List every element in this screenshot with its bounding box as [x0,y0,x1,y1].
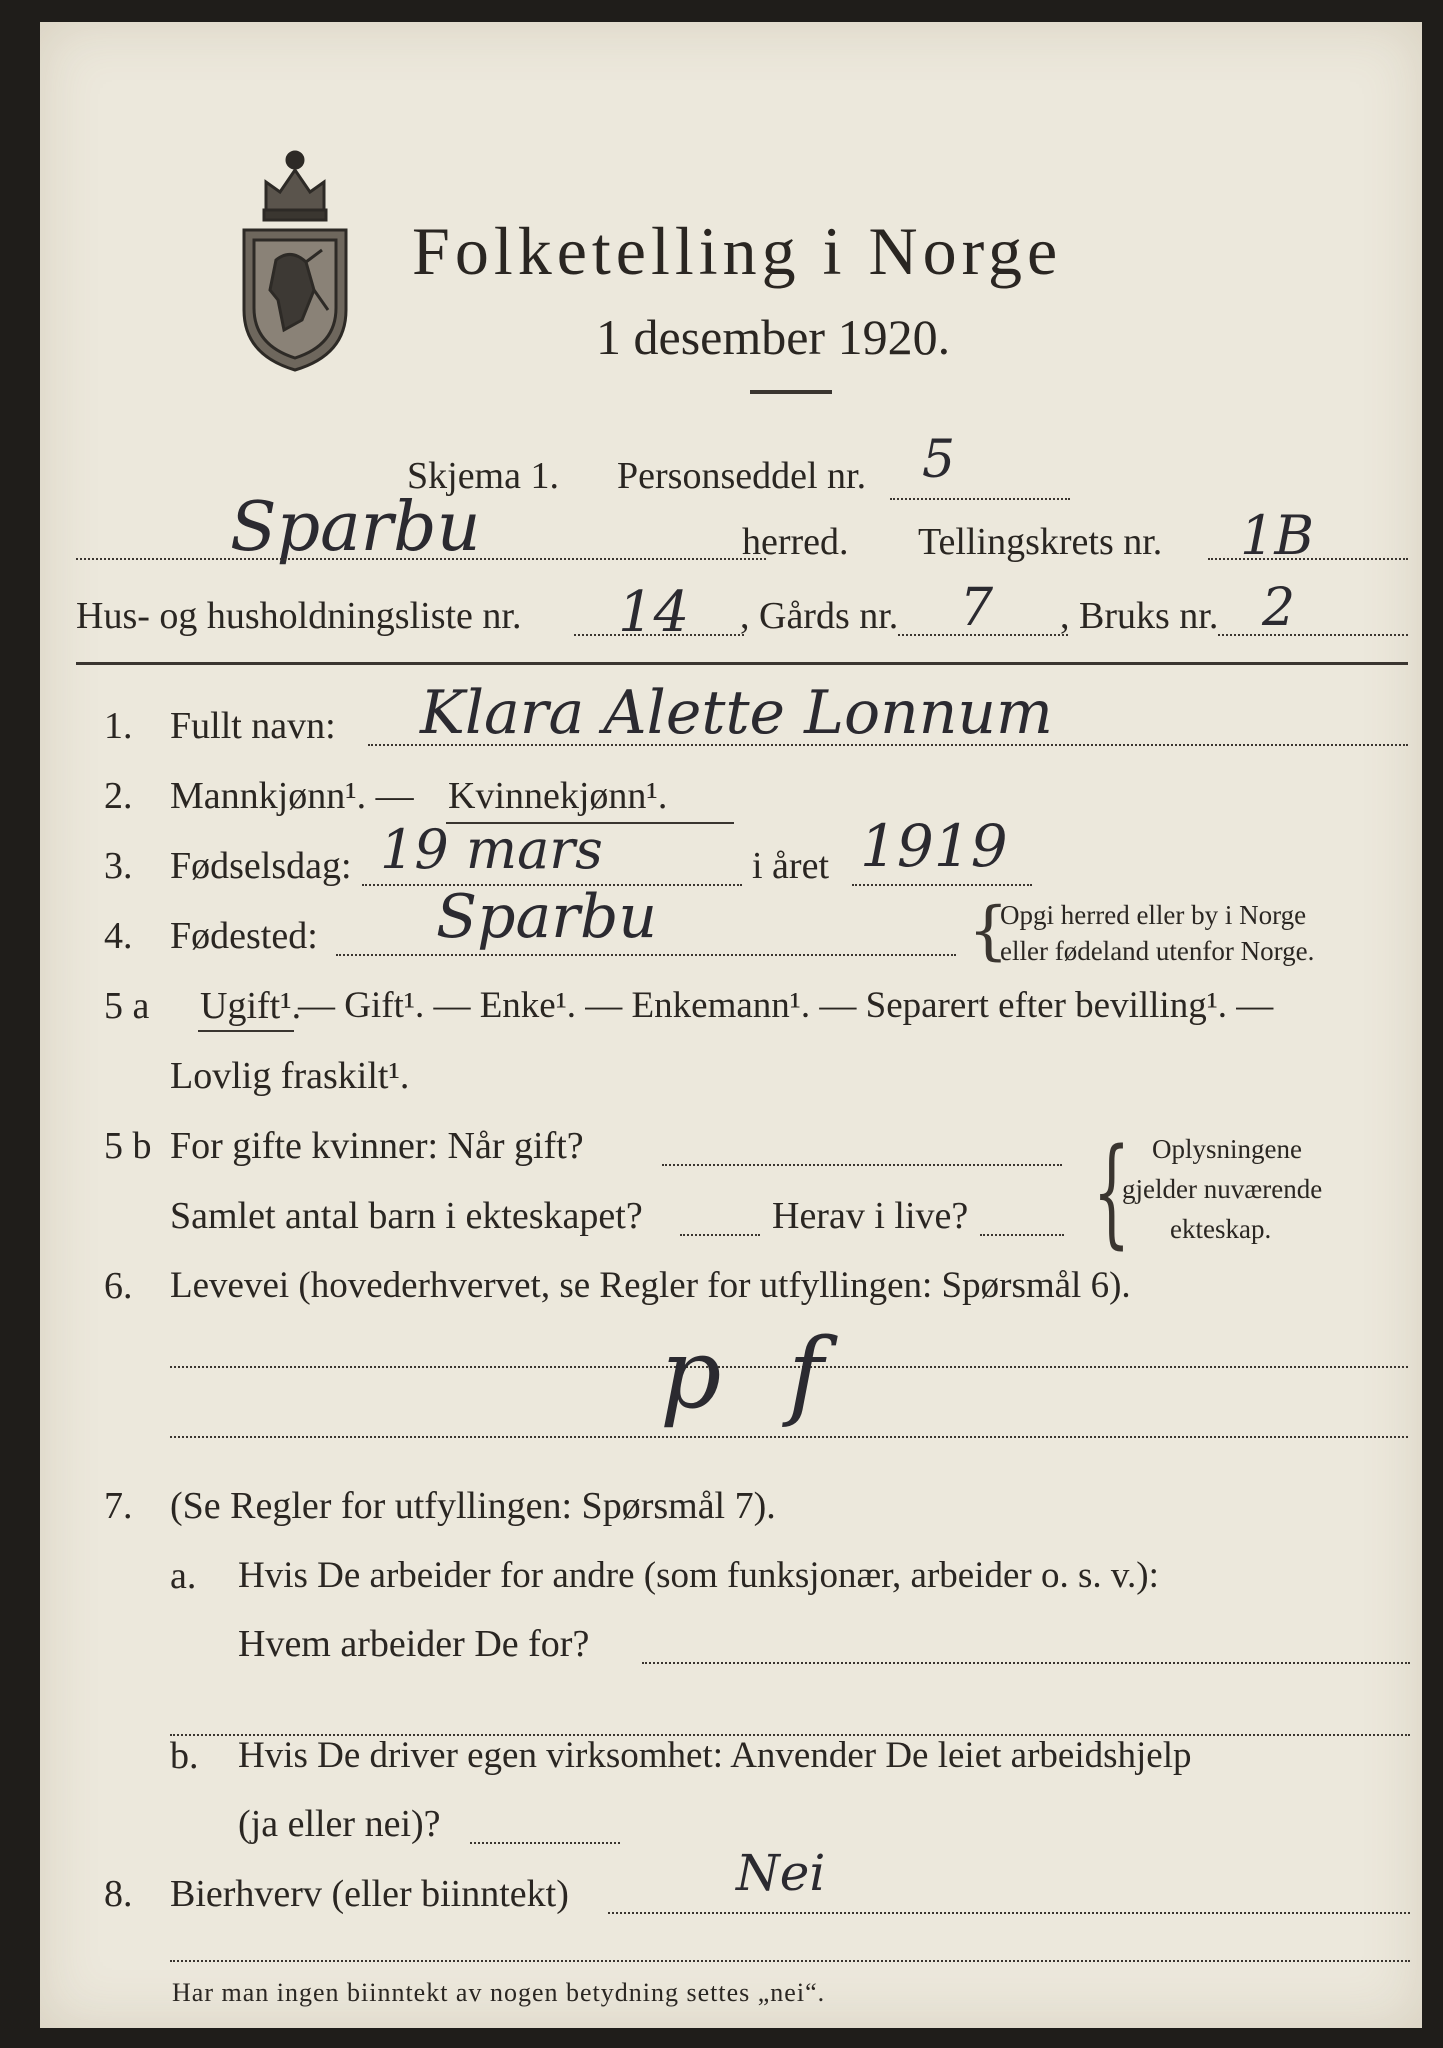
q5b-number: 5 b [104,1125,152,1167]
gards-label: , Gårds nr. [740,595,899,637]
coat-of-arms-icon [236,140,354,372]
q5b-label2: Samlet antal barn i ekteskapet? [170,1195,643,1237]
herred-value: Sparbu [230,488,481,567]
tellingskrets-label: Tellingskrets nr. [918,521,1163,563]
q7a-letter: a. [170,1555,197,1597]
q5a-line2: Lovlig fraskilt¹. [170,1055,410,1097]
q4-number: 4. [104,915,133,957]
q4-label: Fødested: [170,915,318,957]
census-form-sheet [40,22,1422,2028]
q7a-field [642,1662,1410,1664]
q7a-line2: Hvem arbeider De for? [238,1623,590,1665]
personseddel-value: 5 [922,430,956,490]
q5b-label1: For gifte kvinner: Når gift? [170,1125,584,1167]
q8-field [608,1912,1410,1914]
q5a-number: 5 a [104,985,150,1027]
personseddel-field [890,498,1070,500]
census-date: 1 desember 1920. [596,309,951,365]
q6-field-line2 [170,1436,1408,1438]
hus-value: 14 [618,580,690,645]
personseddel-label: Personseddel nr. [617,455,867,497]
q7b-field [470,1842,620,1844]
q5a-options: — Gift¹. — Enke¹. — Enkemann¹. — Separert efter bevilling¹. — [298,985,1274,1026]
tellingskrets-value: 1B [1240,504,1315,567]
q5b-note-line3: ekteskap. [1170,1214,1272,1244]
q5a-ugift-underline [198,1030,294,1032]
q5b-married-field [662,1164,1062,1166]
gards-value: 7 [960,578,994,638]
skjema-label: Skjema 1. [407,455,559,497]
q7b-line1: Hvis De driver egen virksomhet: Anvender De leiet arbeidshjelp [238,1735,1192,1776]
q2-number: 2. [104,775,133,817]
q8-value: Nei [736,1844,826,1902]
q5a-ugift: Ugift¹. [200,985,302,1027]
q4-field [336,954,956,956]
q3-year-value: 1919 [860,812,1008,880]
q7-label: (Se Regler for utfyllingen: Spørsmål 7). [170,1485,776,1527]
q4-note-brace: { [968,894,1009,968]
q5b-note-line2: gjelder nuværende [1122,1174,1323,1204]
q7-number: 7. [104,1485,133,1527]
q3-year-label: i året [752,845,830,887]
q5b-alive-field [980,1234,1064,1236]
q5b-label3: Herav i live? [772,1195,969,1237]
q7b-line2: (ja eller nei)? [238,1803,441,1845]
q8-field-extra [170,1960,1410,1962]
herred-field [76,558,766,560]
q5b-note-line1: Oplysningene [1152,1134,1302,1164]
q3-label: Fødselsdag: [170,845,352,887]
q5b-children-field [680,1234,760,1236]
q7a-line1: Hvis De arbeider for andre (som funksjonær, arbeider o. s. v.): [238,1555,1159,1596]
q1-label: Fullt navn: [170,705,336,747]
bruks-value: 2 [1262,578,1296,638]
q5b-note-brace: { [1092,1122,1131,1260]
hus-label: Hus- og husholdningsliste nr. [76,595,522,637]
q1-value: Klara Alette Lonnum [420,678,1053,748]
q7b-letter: b. [170,1735,199,1777]
bruks-label: , Bruks nr. [1060,595,1219,637]
q2-male: Mannkjønn¹. — [170,775,414,817]
bruks-field [1218,634,1408,636]
header-separator [76,662,1408,665]
q8-number: 8. [104,1873,133,1915]
q1-number: 1. [104,705,133,747]
q6-label: Levevei (hovederhvervet, se Regler for utfyllingen: Spørsmål 6). [170,1265,1131,1306]
herred-label: herred. [742,521,849,563]
q6-value: p f [660,1318,842,1430]
q4-value: Sparbu [436,882,658,952]
q3-year-field [852,884,1032,886]
q4-note-line1: Opgi herred eller by i Norge [1000,900,1307,930]
q8-label: Bierhverv (eller biinntekt) [170,1873,569,1915]
q3-number: 3. [104,845,133,887]
q6-number: 6. [104,1265,133,1307]
form-title: Folketelling i Norge [412,213,1063,289]
q3-value: 19 mars [380,818,603,881]
q4-note-line2: eller fødeland utenfor Norge. [1000,936,1315,966]
q2-female: Kvinnekjønn¹. [448,775,668,817]
title-divider [750,390,832,394]
footer-note: Har man ingen biinntekt av nogen betydning settes „nei“. [172,1978,826,2007]
